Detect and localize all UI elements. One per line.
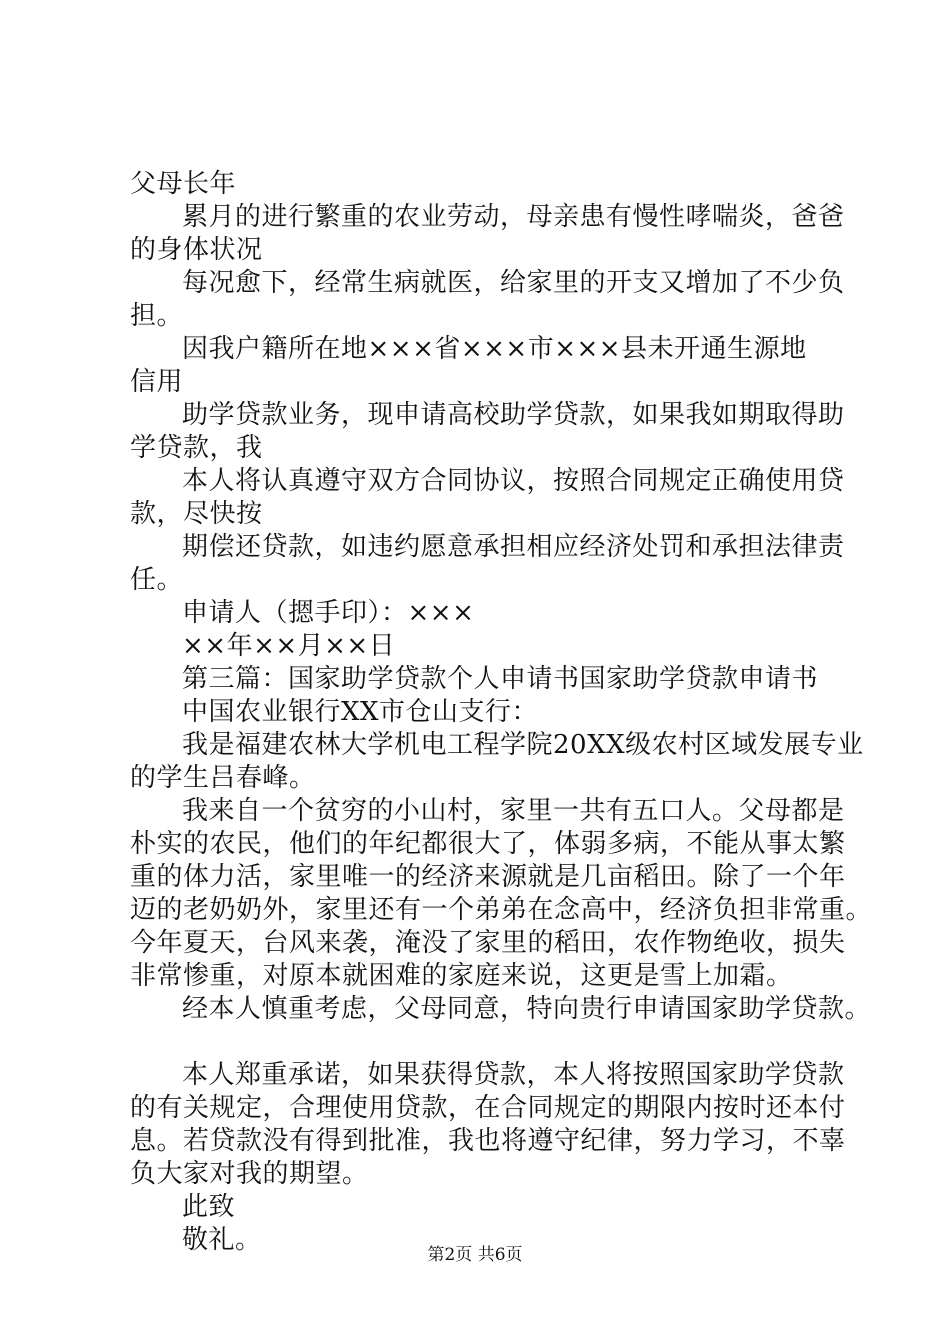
text-line: 的有关规定，合理使用贷款，在合同规定的期限内按时还本付 <box>130 1093 846 1123</box>
text-line: 的身体状况 <box>130 235 263 265</box>
text-line: 重的体力活，家里唯一的经济来源就是几亩稻田。除了一个年 <box>130 862 846 892</box>
text-line: 累月的进行繁重的农业劳动，母亲患有慢性哮喘炎，爸爸 <box>182 202 845 232</box>
document-body <box>130 168 873 1257</box>
text-line: 的学生吕春峰。 <box>130 763 316 793</box>
page-footer: 第2页 共6页 <box>427 1245 523 1265</box>
applicant-signature-line: 申请人（摁手印）：××× <box>182 598 475 628</box>
salutation: 中国农业银行XX市仓山支行： <box>182 697 539 727</box>
text-line: 每况愈下，经常生病就医，给家里的开支又增加了不少负 <box>182 268 845 298</box>
text-line: 父母长年 <box>130 169 237 199</box>
blank-line <box>130 1026 850 1059</box>
text-line: 助学贷款业务，现申请高校助学贷款，如果我如期取得助 <box>182 400 845 430</box>
text-line: 款，尽快按 <box>130 499 263 529</box>
text-line: 担。 <box>130 301 184 331</box>
text-line: 我是福建农林大学机电工程学院20XX级农村区域发展专业 <box>182 730 864 760</box>
section-heading: 第三篇：国家助学贷款个人申请书国家助学贷款申请书 <box>182 664 819 694</box>
closing-line: 此致 <box>182 1192 236 1222</box>
text-line: 朴实的农民，他们的年纪都很大了，体弱多病，不能从事太繁 <box>130 829 846 859</box>
text-line: 经本人慎重考虑，父母同意，特向贵行申请国家助学贷款。 <box>182 994 872 1024</box>
text-line: 期偿还贷款，如违约愿意承担相应经济处罚和承担法律责 <box>182 532 845 562</box>
text-line: 非常惨重，对原本就困难的家庭来说，这更是雪上加霜。 <box>130 961 793 991</box>
closing-line: 敬礼。 <box>182 1225 262 1255</box>
text-line: 信用 <box>130 367 184 397</box>
text-line: 本人郑重承诺，如果获得贷款，本人将按照国家助学贷款 <box>182 1060 845 1090</box>
text-line: 学贷款，我 <box>130 433 263 463</box>
text-line: 负大家对我的期望。 <box>130 1159 369 1189</box>
date-line: ××年××月××日 <box>182 631 396 661</box>
text-line: 本人将认真遵守双方合同协议，按照合同规定正确使用贷 <box>182 466 845 496</box>
text-line: 今年夏天，台风来袭，淹没了家里的稻田，农作物绝收，损失 <box>130 928 846 958</box>
text-line: 因我户籍所在地×××省×××市×××县未开通生源地 <box>182 334 807 364</box>
text-line: 任。 <box>130 565 184 595</box>
text-line: 迈的老奶奶外，家里还有一个弟弟在念高中，经济负担非常重。 <box>130 895 873 925</box>
text-line: 息。若贷款没有得到批准，我也将遵守纪律，努力学习，不辜 <box>130 1126 846 1156</box>
text-line: 我来自一个贫穷的小山村，家里一共有五口人。父母都是 <box>182 796 845 826</box>
